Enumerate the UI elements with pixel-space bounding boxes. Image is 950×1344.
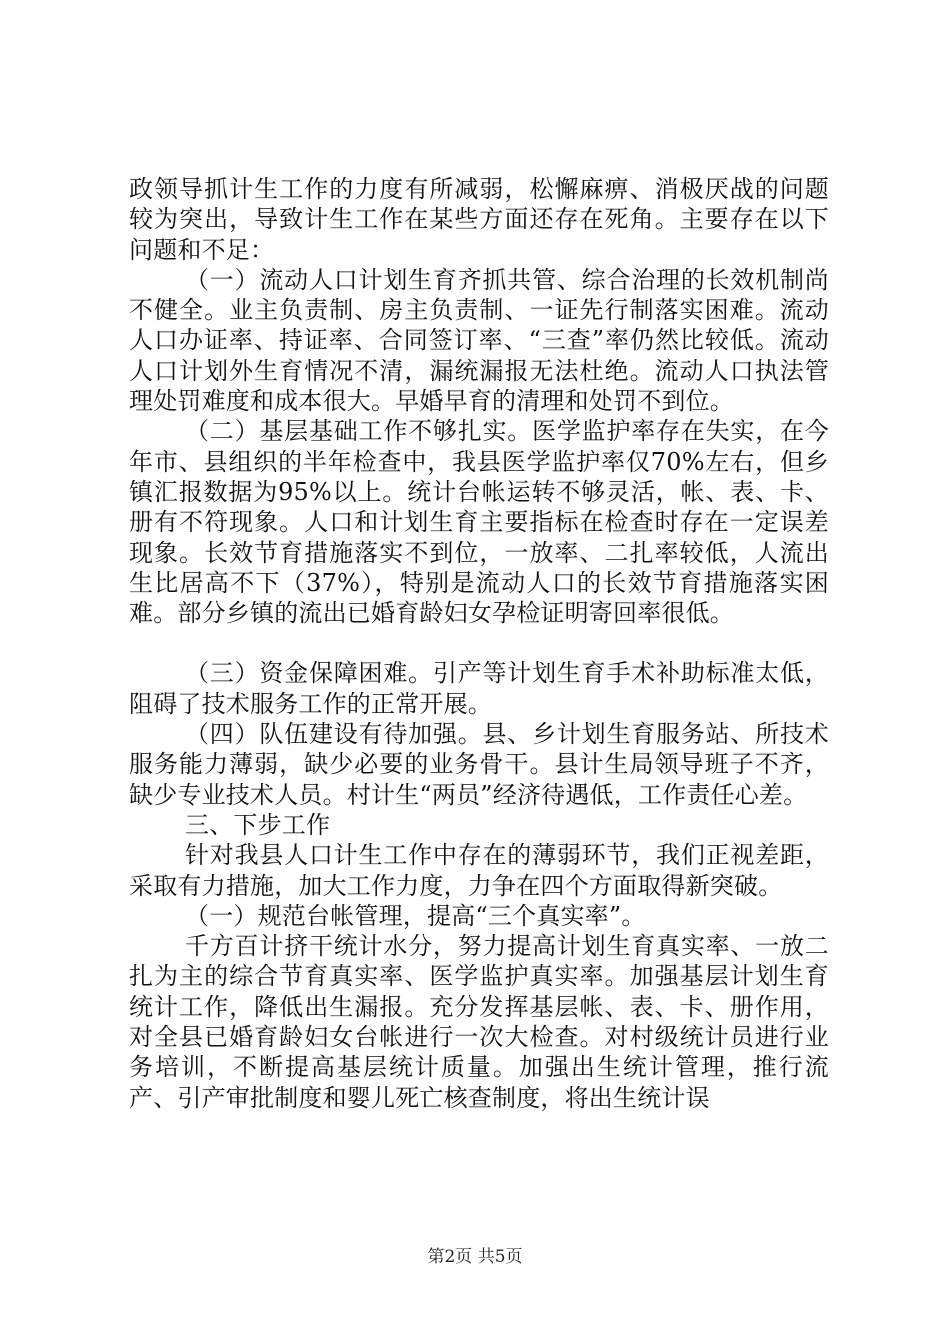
page-number-footer: 第2页 共5页: [427, 1247, 523, 1267]
paragraph-next-steps-intro: 针对我县人口计生工作中存在的薄弱环节，我们正视差距，采取有力措施，加大工作力度，力争在四个方面取得新突破。: [129, 841, 829, 900]
paragraph-issue-2: （二）基层基础工作不够扎实。医学监护率存在失实，在今年市、县组织的半年检查中，我县医学监护率仅70%左右，但乡镇汇报数据为95%以上。统计台帐运转不够灵活，帐、表、卡、册有不符现象。人口和计划生育主要指标在检查时存在一定误差现象。长效节育措施落实不到位，一放率、二扎率较低，人流出生比居高不下（37%），特别是流动人口的长效节育措施落实困难。部分乡镇的流出已婚育龄妇女孕检证明寄回率很低。: [129, 417, 829, 628]
subheading-ledger-management: （一）规范台帐管理，提高“三个真实率”。: [185, 901, 646, 930]
paragraph-issue-4: （四）队伍建设有待加强。县、乡计划生育服务站、所技术服务能力薄弱，缺少必要的业务骨干。县计生局领导班子不齐，缺少专业技术人员。村计生“两员”经济待遇低，工作责任心差。: [129, 720, 829, 809]
document-body: [129, 174, 829, 1113]
paragraph-issue-3: （三）资金保障困难。引产等计划生育手术补助标准太低，阻碍了技术服务工作的正常开展。: [129, 659, 829, 718]
paragraph-ledger-management: 千方百计挤干统计水分，努力提高计划生育真实率、一放二扎为主的综合节育真实率、医学监护真实率。加强基层计划生育统计工作，降低出生漏报。充分发挥基层帐、表、卡、册作用，对全县已婚育龄妇女台帐进行一次大检查。对村级统计员进行业务培训，不断提高基层统计质量。加强出生统计管理，推行流产、引产审批制度和婴儿死亡核查制度，将出生统计误: [129, 932, 829, 1112]
section-heading-next-steps: 三、下步工作: [185, 810, 331, 839]
paragraph-issue-1: （一）流动人口计划生育齐抓共管、综合治理的长效机制尚不健全。业主负责制、房主负责制、一证先行制落实困难。流动人口办证率、持证率、合同签订率、“三查”率仍然比较低。流动人口计划外生育情况不清，漏统漏报无法杜绝。流动人口执法管理处罚难度和成本很大。早婚早育的清理和处罚不到位。: [129, 265, 829, 416]
paragraph-continued: 政领导抓计生工作的力度有所减弱，松懈麻痹、消极厌战的问题较为突出，导致计生工作在某些方面还存在死角。主要存在以下问题和不足：: [129, 175, 829, 264]
